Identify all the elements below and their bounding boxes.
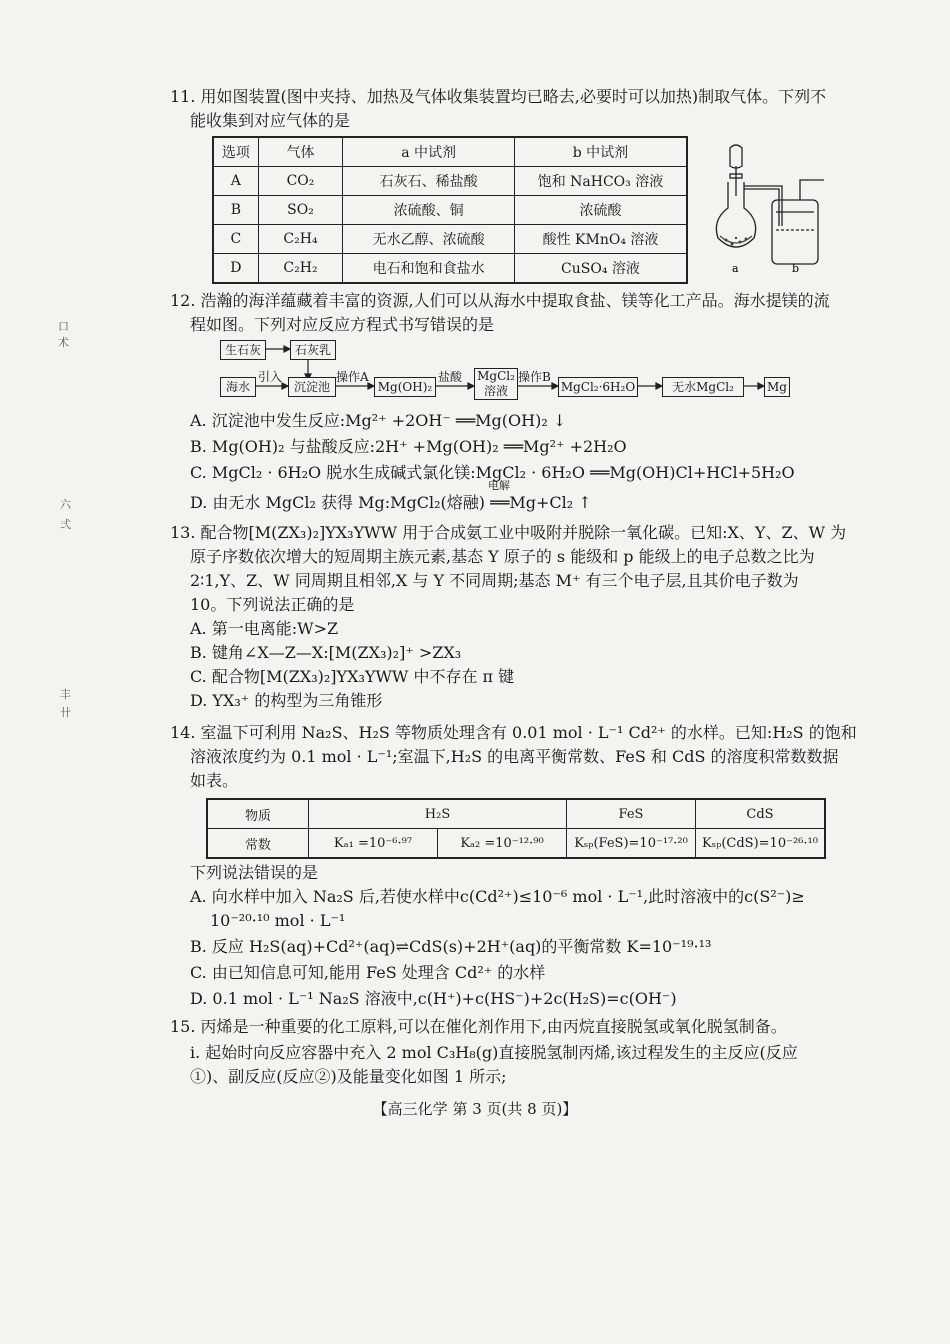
- table-cell: SO₂: [258, 196, 343, 225]
- flow-label-opB: 操作B: [518, 370, 551, 384]
- q13-stem-line3: 2∶1,Y、Z、W 同周期且相邻,X 与 Y 不同周期;基态 M⁺ 有三个电子层,且其价电子数为: [190, 571, 799, 590]
- q15-stem-line2: ⅰ. 起始时向反应容器中充入 2 mol C₃H₈(g)直接脱氢制丙烯,该过程发生的主反应(反应: [190, 1043, 798, 1062]
- q12-option-d: D. 由无水 MgCl₂ 获得 Mg:MgCl₂(熔融) ══Mg+Cl₂ ↑: [190, 493, 592, 512]
- table-cell: 常数: [207, 829, 309, 859]
- table-cell: Kₛₚ(CdS)=10⁻²⁶·¹⁰: [696, 829, 826, 859]
- margin-mark: 术: [58, 336, 69, 349]
- table-row: [213, 254, 687, 284]
- table-cell: C₂H₂: [258, 254, 343, 284]
- q11-stem-line2: 能收集到对应气体的是: [190, 111, 351, 130]
- flow-label-opA: 操作A: [336, 370, 369, 384]
- margin-mark: 丰: [60, 688, 71, 701]
- q14-option-d: D. 0.1 mol · L⁻¹ Na₂S 溶液中,c(H⁺)+c(HS⁻)+2c(H₂S)=c(OH⁻): [190, 989, 677, 1008]
- flow-box-anhydrous: 无水MgCl₂: [662, 377, 744, 397]
- q14-option-a: A. 向水样中加入 Na₂S 后,若使水样中c(Cd²⁺)≤10⁻⁶ mol · L⁻¹,此时溶液中的c(S²⁻)≥: [190, 887, 805, 906]
- gas-apparatus-diagram: [712, 140, 832, 275]
- flow-box-mgcl2-solution: [474, 368, 518, 400]
- margin-mark: 卄: [60, 706, 71, 719]
- q14-option-a-cont: 10⁻²⁰·¹⁰ mol · L⁻¹: [210, 911, 346, 930]
- table-row: [207, 829, 825, 859]
- q14-stem-line2: 溶液浓度约为 0.1 mol · L⁻¹;室温下,H₂S 的电离平衡常数、FeS 和 CdS 的溶度积常数数据: [190, 747, 839, 766]
- table-cell: 石灰石、稀盐酸: [343, 167, 515, 196]
- table-cell: 电石和饱和食盐水: [343, 254, 515, 284]
- q13-option-d: D. YX₃⁺ 的构型为三角锥形: [190, 691, 383, 710]
- q14-stem-line1: 14. 室温下可利用 Na₂S、H₂S 等物质处理含有 0.01 mol · L⁻¹ Cd²⁺ 的水样。已知:H₂S 的饱和: [170, 723, 857, 742]
- q13-stem-line2: 原子序数依次增大的短周期主族元素,基态 Y 原子的 s 能级和 p 能级上的电子总数之比为: [190, 547, 815, 566]
- table-cell: 酸性 KMnO₄ 溶液: [514, 225, 687, 254]
- q12-stem-line1: 12. 浩瀚的海洋蕴藏着丰富的资源,人们可以从海水中提取食盐、镁等化工产品。海水提镁的流: [170, 291, 830, 310]
- table-cell: C₂H₄: [258, 225, 343, 254]
- flow-box-tank: 沉淀池: [288, 377, 336, 397]
- q14-option-b: B. 反应 H₂S(aq)+Cd²⁺(aq)⇌CdS(s)+2H⁺(aq)的平衡常数 K=10⁻¹⁹·¹³: [190, 937, 712, 956]
- table-cell: Kₛₚ(FeS)=10⁻¹⁷·²⁰: [567, 829, 696, 859]
- q14-table-header: [207, 799, 825, 829]
- q13-stem-line1: 13. 配合物[M(ZX₃)₂]YX₃YWW 用于合成氨工业中吸附并脱除一氧化碳。已知:X、Y、Z、W 为: [170, 523, 847, 542]
- q11-table-header: [213, 137, 687, 167]
- table-header-cell: CdS: [696, 799, 826, 829]
- table-header-cell: FeS: [567, 799, 696, 829]
- table-header-cell: 选项: [213, 137, 258, 167]
- q12-option-c: C. MgCl₂ · 6H₂O 脱水生成碱式氯化镁:MgCl₂ · 6H₂O ══Mg(OH)Cl+HCl+5H₂O: [190, 463, 795, 482]
- table-row: [213, 167, 687, 196]
- q13-option-b: B. 键角∠X—Z—X:[M(ZX₃)₂]⁺ >ZX₃: [190, 643, 462, 662]
- table-cell: CuSO₄ 溶液: [514, 254, 687, 284]
- table-cell: A: [213, 167, 258, 196]
- flow-box-line: 溶液: [483, 384, 508, 398]
- table-header-cell: a 中试剂: [343, 137, 515, 167]
- margin-mark: 口: [58, 320, 69, 333]
- flow-box-seawater: 海水: [220, 377, 256, 397]
- table-cell: Kₐ₂ =10⁻¹²·⁹⁰: [438, 829, 567, 859]
- flow-label-intro: 引入: [258, 370, 283, 384]
- q13-stem-line4: 10。下列说法正确的是: [190, 595, 355, 614]
- table-header-cell: 气体: [258, 137, 343, 167]
- q12-option-a: A. 沉淀池中发生反应:Mg²⁺ +2OH⁻ ══Mg(OH)₂ ↓: [190, 411, 567, 430]
- q14-option-c: C. 由已知信息可知,能用 FeS 处理含 Cd²⁺ 的水样: [190, 963, 546, 982]
- q11-table: [212, 136, 688, 284]
- q15-stem-line3: ①)、副反应(反应②)及能量变化如图 1 所示;: [190, 1067, 507, 1086]
- flow-box-mgoh2: Mg(OH)₂: [374, 377, 436, 397]
- q14-table: [206, 798, 826, 859]
- q11-stem-line1: 11. 用如图装置(图中夹持、加热及气体收集装置均已略去,必要时可以加热)制取气体。下列不: [170, 87, 827, 106]
- table-cell: CO₂: [258, 167, 343, 196]
- flow-box-hydrate: MgCl₂·6H₂O: [558, 377, 638, 397]
- table-header-cell: 物质: [207, 799, 309, 829]
- q14-prompt: 下列说法错误的是: [190, 863, 319, 882]
- table-row: [213, 225, 687, 254]
- table-cell: 浓硫酸、铜: [343, 196, 515, 225]
- q14-stem-line3: 如表。: [190, 771, 239, 790]
- table-cell: 饱和 NaHCO₃ 溶液: [514, 167, 687, 196]
- mg-extraction-flowchart: [218, 338, 798, 404]
- q13-option-a: A. 第一电离能:W>Z: [190, 619, 339, 638]
- table-cell: D: [213, 254, 258, 284]
- flow-label-hcl: 盐酸: [438, 370, 463, 384]
- flow-box-line: MgCl₂: [477, 369, 515, 383]
- table-cell: 浓硫酸: [514, 196, 687, 225]
- flow-box-lime-milk: 石灰乳: [290, 340, 336, 360]
- table-cell: 无水乙醇、浓硫酸: [343, 225, 515, 254]
- table-cell: C: [213, 225, 258, 254]
- margin-mark: 六: [60, 498, 71, 511]
- flow-box-quicklime: 生石灰: [220, 340, 266, 360]
- margin-mark: 弍: [60, 518, 71, 531]
- apparatus-label-a: a: [732, 262, 739, 275]
- apparatus-label-b: b: [792, 262, 800, 275]
- flow-box-mg: Mg: [764, 377, 790, 397]
- table-header-cell: b 中试剂: [514, 137, 687, 167]
- q13-option-c: C. 配合物[M(ZX₃)₂]YX₃YWW 中不存在 π 键: [190, 667, 515, 686]
- q12-stem-line2: 程如图。下列对应反应方程式书写错误的是: [190, 315, 495, 334]
- electrolysis-condition: 电解: [488, 479, 510, 492]
- page-footer: 【高三化学 第 3 页(共 8 页)】: [372, 1100, 578, 1118]
- table-row: [213, 196, 687, 225]
- q12-option-b: B. Mg(OH)₂ 与盐酸反应:2H⁺ +Mg(OH)₂ ══Mg²⁺ +2H₂O: [190, 437, 627, 456]
- table-header-cell: H₂S: [309, 799, 567, 829]
- table-cell: Kₐ₁ =10⁻⁶·⁹⁷: [309, 829, 438, 859]
- table-cell: B: [213, 196, 258, 225]
- q15-stem-line1: 15. 丙烯是一种重要的化工原料,可以在催化剂作用下,由丙烷直接脱氢或氧化脱氢制备。: [170, 1017, 787, 1036]
